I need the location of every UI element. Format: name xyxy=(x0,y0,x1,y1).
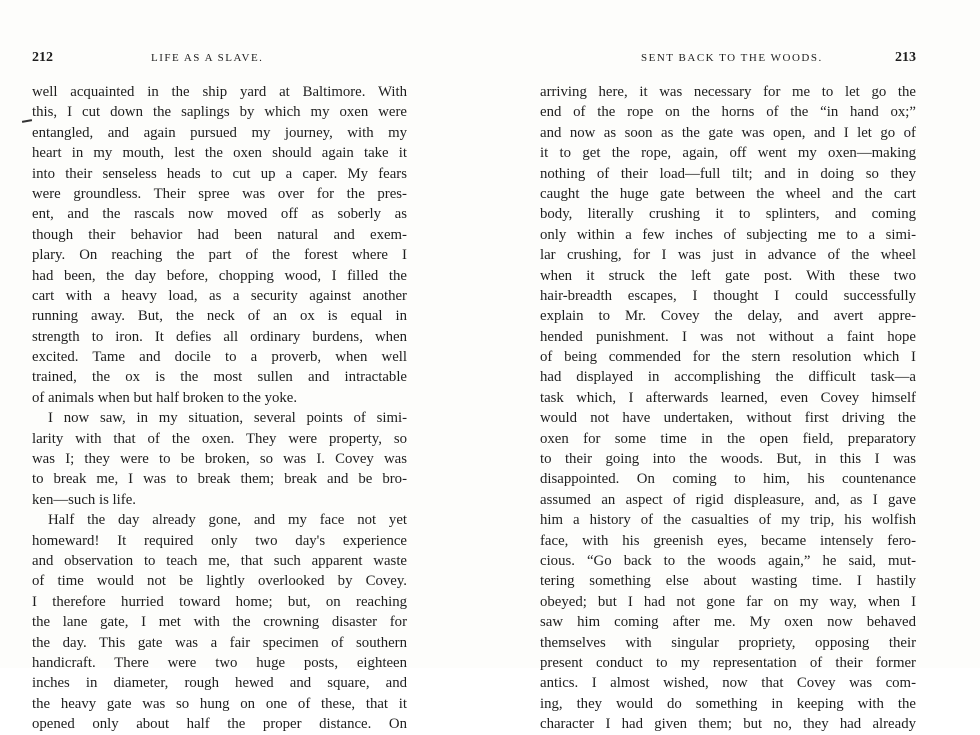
text-line: themselves with singular propriety, opposing their xyxy=(540,634,916,651)
text-line: of time would not be lightly overlooked by Covey. xyxy=(32,573,407,590)
text-line: excited. Tame and docile to a proverb, when well xyxy=(32,349,407,366)
text-line: obeyed; but I had not gone far on my way, when I xyxy=(540,593,916,610)
text-line: face, with his greenish eyes, became intensely fero- xyxy=(540,532,916,549)
text-line: end of the rope on the horns of the “in hand ox;” xyxy=(540,104,916,121)
text-line: into their senseless heads to cut up a caper. My fears xyxy=(32,165,407,182)
text-line: lar crushing, for I was just in advance of the wheel xyxy=(540,247,916,264)
text-line: was I; they were to be broken, so was I. Covey was xyxy=(32,451,407,468)
text-line: caught the huge gate between the wheel and the cart xyxy=(540,185,916,202)
text-line: running away. But, the neck of an ox is equal in xyxy=(32,308,407,325)
text-line: ken—such is life. xyxy=(32,491,136,508)
text-line: entangled, and again pursued my journey, with my xyxy=(32,124,407,141)
text-line: body, literally crushing it to splinters, and coming xyxy=(540,206,916,223)
text-line: arriving here, it was necessary for me to let go the xyxy=(540,84,916,100)
margin-mark xyxy=(22,119,32,123)
text-line: task which, I afterwards learned, even Covey himself xyxy=(540,389,916,406)
text-line: inches in diameter, rough hewed and square, and xyxy=(32,675,407,692)
text-line: disappointed. On coming to him, his countenance xyxy=(540,471,916,488)
text-line: well acquainted in the ship yard at Baltimore. With xyxy=(32,84,407,100)
text-line: saw him coming after me. My oxen now behaved xyxy=(540,614,916,631)
text-line: it to get the rope, again, off went my oxen—making xyxy=(540,145,916,162)
text-line: would not have undertaken, without first driving the xyxy=(540,410,916,427)
text-line: the lane gate, I met with the crowning disaster for xyxy=(32,614,407,631)
text-line: larity with that of the oxen. They were property, so xyxy=(32,430,407,447)
text-line: had displayed in accomplishing the difficult task—a xyxy=(540,369,916,386)
text-line: oxen for some time in the open field, preparatory xyxy=(540,430,916,447)
text-line: strength to iron. It defies all ordinary burdens, when xyxy=(32,328,407,345)
page-number: 212 xyxy=(32,50,53,65)
text-line: present conduct to my representation of their former xyxy=(540,654,916,671)
right-page-body xyxy=(540,82,916,735)
text-line: this, I cut down the saplings by which my oxen were xyxy=(32,104,407,121)
text-line: ing, they would do something in keeping with the xyxy=(540,695,916,712)
text-line: hended punishment. I was not without a faint hope xyxy=(540,328,916,345)
text-line: of being commended for the stern resolution which I xyxy=(540,349,916,366)
text-line: I now saw, in my situation, several points of simi- xyxy=(48,410,407,427)
text-line: had been, the day before, chopping wood, I filled the xyxy=(32,267,407,284)
running-head: SENT BACK TO THE WOODS. xyxy=(641,52,823,64)
text-line: heart in my mouth, lest the oxen should again take it xyxy=(32,145,407,162)
text-line: to break me, I was to break them; break and be bro- xyxy=(32,471,407,488)
text-line: homeward! It required only two day's experience xyxy=(32,532,407,549)
text-line: explain to Mr. Covey the delay, and avert appre- xyxy=(540,308,916,325)
text-line: were groundless. Their spree was over for the pres- xyxy=(32,185,407,202)
text-line: nothing of their load—full tilt; and in doing so they xyxy=(540,165,916,182)
right-page xyxy=(490,0,980,733)
text-line: when it struck the left gate post. With these two xyxy=(540,267,916,284)
text-line: plary. On reaching the part of the forest where I xyxy=(32,247,407,264)
left-page xyxy=(0,0,490,733)
text-line: assumed an aspect of rigid displeasure, and, as I gave xyxy=(540,491,916,508)
right-page-header xyxy=(540,52,916,70)
text-line: though their behavior had been natural and exem- xyxy=(32,226,407,243)
text-line: handicraft. There were two huge posts, eighteen xyxy=(32,654,407,671)
running-head: LIFE AS A SLAVE. xyxy=(151,52,264,64)
text-line: only within a few inches of subjecting me to a simi- xyxy=(540,226,916,243)
text-line: character I had given them; but no, they had already xyxy=(540,716,916,733)
text-line: and now as soon as the gate was open, and I let go of xyxy=(540,124,916,141)
text-line: to their going into the woods. But, in this I was xyxy=(540,451,916,468)
text-line: cart with a heavy load, as a security against another xyxy=(32,287,407,304)
text-line: I therefore hurried toward home; but, on reaching xyxy=(32,593,407,610)
left-page-header xyxy=(32,52,407,70)
page-number: 213 xyxy=(895,50,916,65)
text-line: tering something else about wasting time. I hastily xyxy=(540,573,916,590)
text-line: trained, the ox is the most sullen and intractable xyxy=(32,369,407,386)
text-line: Half the day already gone, and my face not yet xyxy=(48,512,407,529)
text-line: the heavy gate was so hung on one of these, that it xyxy=(32,695,407,712)
text-line: antics. I almost wished, now that Covey was com- xyxy=(540,675,916,692)
text-line: of animals when but half broken to the yoke. xyxy=(32,389,298,406)
text-line: opened only about half the proper distance. On xyxy=(32,716,407,733)
text-line: cious. “Go back to the woods again,” he said, mut- xyxy=(540,552,916,569)
text-line: ent, and the rascals now moved off as soberly as xyxy=(32,206,407,223)
left-page-body xyxy=(32,82,407,735)
text-line: and observation to teach me, that such apparent waste xyxy=(32,552,407,569)
text-line: him a history of the casualties of my trip, his wolfish xyxy=(540,512,916,529)
text-line: hair-breadth escapes, I thought I could successfully xyxy=(540,287,916,304)
text-line: the day. This gate was a fair specimen of southern xyxy=(32,634,407,651)
